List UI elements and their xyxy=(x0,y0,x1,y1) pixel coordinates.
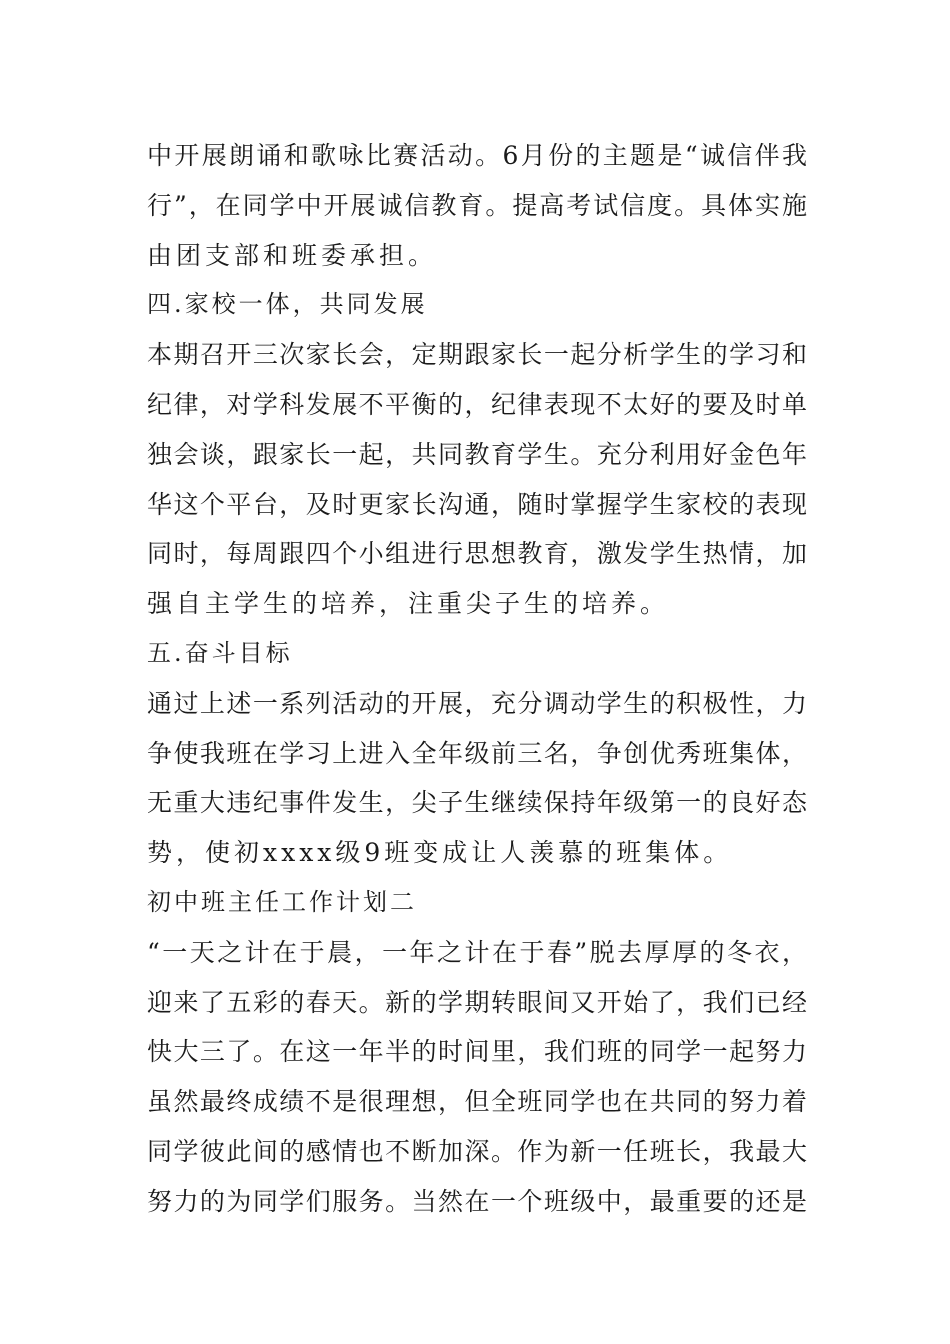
paragraph-line: 本期召开三次家长会，定期跟家长一起分析学生的学习和 xyxy=(147,340,807,370)
paragraph-line: 由团支部和班委承担。 xyxy=(147,240,438,270)
section-heading: 五.奋斗目标 xyxy=(147,638,293,667)
section-heading: 四.家校一体，共同发展 xyxy=(147,290,428,319)
paragraph-line: 势，使初xxxx级9班变成让人羡慕的班集体。 xyxy=(147,838,733,868)
paragraph-line: 华这个平台，及时更家长沟通，随时掌握学生家校的表现 xyxy=(147,489,807,519)
paragraph-line: 迎来了五彩的春天。新的学期转眼间又开始了，我们已经 xyxy=(147,987,807,1017)
paragraph-line: 快大三了。在这一年半的时间里，我们班的同学一起努力 xyxy=(147,1037,807,1067)
paragraph-line: 争使我班在学习上进入全年级前三名，争创优秀班集体， xyxy=(147,738,807,768)
section-heading: 初中班主任工作计划二 xyxy=(147,887,417,916)
document-page xyxy=(147,131,807,1227)
paragraph-line: 同时，每周跟四个小组进行思想教育，激发学生热情，加 xyxy=(147,539,807,569)
paragraph-line: 努力的为同学们服务。当然在一个班级中，最重要的还是 xyxy=(147,1186,807,1216)
paragraph-line: 强自主学生的培养，注重尖子生的培养。 xyxy=(147,589,670,619)
paragraph-line: 通过上述一系列活动的开展，充分调动学生的积极性，力 xyxy=(147,688,807,718)
paragraph-line: 无重大违纪事件发生，尖子生继续保持年级第一的良好态 xyxy=(147,788,807,818)
paragraph-line: “一天之计在于晨，一年之计在于春”脱去厚厚的冬衣， xyxy=(147,937,807,967)
paragraph-line: 纪律，对学科发展不平衡的，纪律表现不太好的要及时单 xyxy=(147,389,807,419)
paragraph-line: 中开展朗诵和歌咏比赛活动。6月份的主题是“诚信伴我 xyxy=(147,141,807,170)
paragraph-line: 行”，在同学中开展诚信教育。提高考试信度。具体实施 xyxy=(147,190,807,220)
paragraph-line: 虽然最终成绩不是很理想，但全班同学也在共同的努力着 xyxy=(147,1087,807,1117)
paragraph-line: 同学彼此间的感情也不断加深。作为新一任班长，我最大 xyxy=(147,1136,807,1166)
paragraph-line: 独会谈，跟家长一起，共同教育学生。充分利用好金色年 xyxy=(147,439,807,469)
